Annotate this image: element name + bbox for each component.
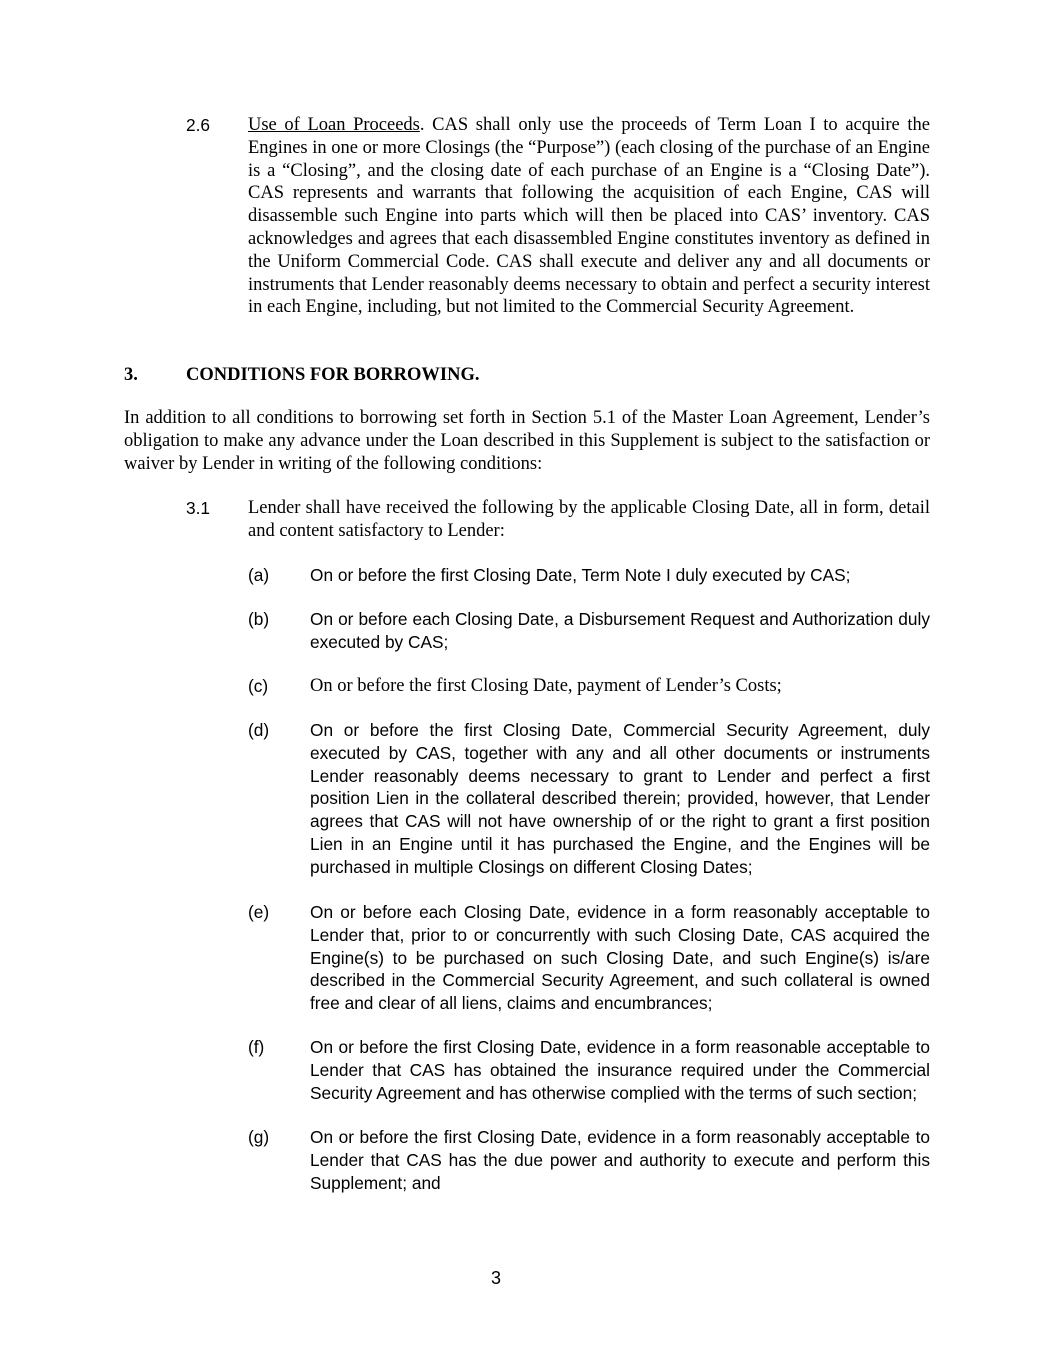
item-g-text: On or before the first Closing Date, evidence in a form reasonably acceptable to Lender that CAS has the due power and authority to execute and perform this Supplement; and — [310, 1127, 930, 1193]
section-2-6-text: . CAS shall only use the proceeds of Term Loan I to acquire the Engines in one or more Closings (the “Purpose”) (each closing of the purchase of an Engine is a “Closing”, and the closing date of each purchase of an Engine is a “Closing Date”). CAS represents and warrants that following the acquisition of each Engine, CAS will disassemble such Engine into parts which will then be placed into CAS’ inventory. CAS acknowledges and agrees that each disassembled Engine constitutes inventory as defined in the Uniform Commercial Code. CAS shall execute and deliver any and all documents or instruments that Lender reasonably deems necessary to obtain and perfect a security interest in each Engine, including, but not limited to the Commercial Security Agreement. — [248, 115, 930, 318]
section-3-intro: In addition to all conditions to borrowing set forth in Section 5.1 of the Master Loan Agreement, Lender’s obligation to make any advance under the Loan described in this Supplement is subject to the satisfaction or waiver by Lender in writing of the following conditions: — [124, 408, 930, 474]
item-label: (b) — [248, 609, 270, 629]
item-d-text: On or before the first Closing Date, Commercial Security Agreement, duly executed by CAS, together with any and all other documents or instruments Lender reasonably deems necessary to grant to Lender and perfect a first position Lien in the collateral described therein; provided, however, that Lender agrees that CAS will not have ownership of or the right to grant a first position Lien in an Engine until it has purchased the Engine, and the Engines will be purchased in multiple Closings on different Closing Dates; — [310, 720, 930, 877]
item-b-text: On or before each Closing Date, a Disbursement Request and Authorization duly executed by CAS; — [310, 609, 930, 652]
item-label: (e) — [248, 902, 270, 922]
section-2-6-title: Use of Loan Proceeds — [248, 115, 420, 135]
item-c-text: On or before the first Closing Date, payment of Lender’s Costs; — [310, 676, 782, 696]
item-label: (c) — [248, 676, 269, 696]
item-label: (g) — [248, 1127, 270, 1147]
item-a-text: On or before the first Closing Date, Term Note I duly executed by CAS; — [310, 565, 851, 585]
item-label: (f) — [248, 1037, 265, 1057]
item-label: (d) — [248, 720, 270, 740]
section-2-6-number: 2.6 — [186, 115, 211, 135]
item-f-text: On or before the first Closing Date, evidence in a form reasonable acceptable to Lender that CAS has obtained the insurance required under the Commercial Security Agreement and has otherwise complied with the terms of such section; — [310, 1037, 930, 1103]
section-3-number: 3. — [124, 365, 138, 385]
section-3-heading: CONDITIONS FOR BORROWING. — [186, 365, 480, 385]
section-2-6-paragraph — [248, 114, 930, 319]
section-3-1-number: 3.1 — [186, 498, 211, 518]
item-label: (a) — [248, 565, 270, 585]
section-3-1-text: Lender shall have received the following by the applicable Closing Date, all in form, detail and content satisfactory to Lender: — [248, 498, 930, 541]
page-number: 3 — [490, 1268, 501, 1288]
item-e-text: On or before each Closing Date, evidence in a form reasonably acceptable to Lender that, prior to or concurrently with such Closing Date, CAS acquired the Engine(s) to be purchased on such Closing Date, and such Engine(s) is/are described in the Commercial Security Agreement, and such collateral is owned free and clear of all liens, claims and encumbrances; — [310, 902, 930, 1014]
